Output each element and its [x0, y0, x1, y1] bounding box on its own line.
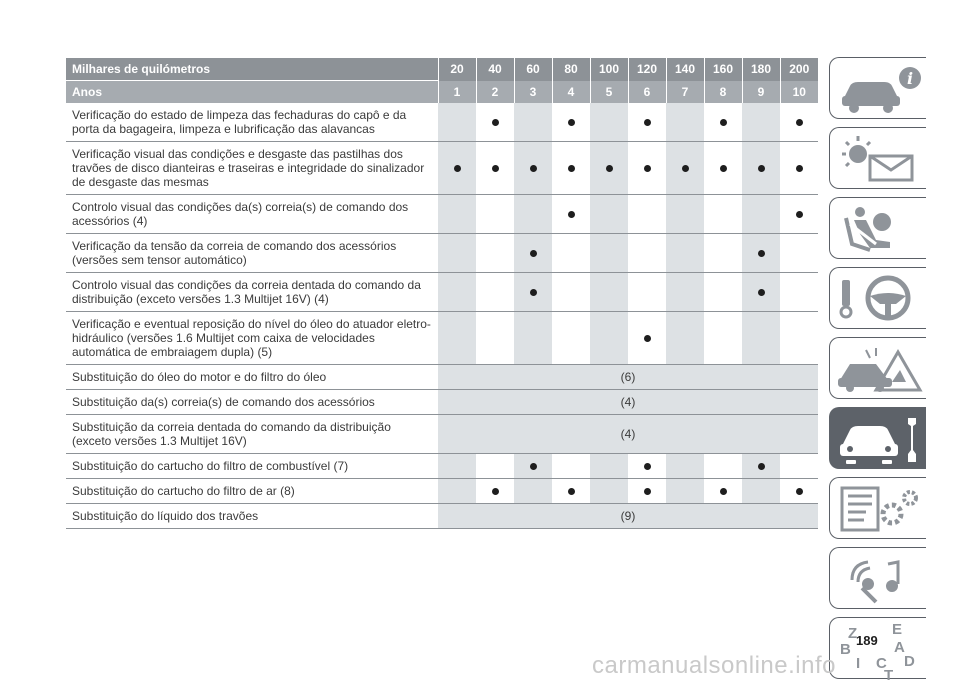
interval-cell	[514, 273, 552, 312]
interval-cell	[476, 312, 514, 365]
emergency-icon	[836, 344, 922, 392]
year-header-6: 6	[628, 81, 666, 104]
interval-cell	[590, 454, 628, 479]
interval-cell	[704, 234, 742, 273]
interval-cell	[514, 234, 552, 273]
km-header-200: 200	[780, 58, 818, 81]
interval-cell	[590, 479, 628, 504]
maintenance-operation: Substituição do cartucho do filtro de combustível (7)	[72, 459, 349, 473]
interval-cell	[476, 454, 514, 479]
maintenance-operation: Controlo visual das condições da correia dentada do comando da distribuição (exceto versões 1.3 Multijet 16V) (4)	[72, 278, 421, 306]
interval-cell	[438, 103, 476, 142]
interval-cell	[590, 103, 628, 142]
interval-cell	[552, 142, 590, 195]
table-row	[66, 195, 818, 234]
maintenance-operation: Verificação e eventual reposição do nível do óleo do atuador eletro-hidráulico (versões 1.6 Multijet com caixa de velocidades automática de embraiagem dupla) (5)	[72, 317, 431, 359]
scheduled-dot	[720, 119, 727, 126]
interval-cell	[666, 103, 704, 142]
interval-cell	[704, 479, 742, 504]
chapter-tab[interactable]	[829, 337, 926, 399]
maintenance-operation: Substituição do líquido dos travões	[72, 509, 259, 523]
interval-cell	[742, 479, 780, 504]
interval-cell	[780, 195, 818, 234]
scheduled-dot	[606, 165, 613, 172]
scheduled-dot	[644, 488, 651, 495]
chapter-tab[interactable]	[829, 267, 926, 329]
technical-data-icon	[836, 484, 922, 532]
interval-cell	[590, 273, 628, 312]
maintenance-operation: Controlo visual das condições da(s) correia(s) de comando dos acessórios (4)	[72, 200, 409, 228]
interval-cell	[666, 273, 704, 312]
table-row	[66, 103, 818, 142]
table-row	[66, 390, 818, 415]
interval-cell	[590, 142, 628, 195]
scheduled-dot	[644, 335, 651, 342]
interval-cell	[438, 479, 476, 504]
year-header-1: 1	[438, 81, 476, 104]
watermark: carmanualsonline.info	[592, 652, 836, 679]
index-icon	[836, 621, 922, 684]
index-letter: B	[840, 641, 851, 658]
interval-cell	[780, 103, 818, 142]
km-header-20: 20	[438, 58, 476, 81]
interval-cell	[704, 195, 742, 234]
interval-cell	[514, 312, 552, 365]
interval-cell	[514, 195, 552, 234]
interval-cell	[666, 142, 704, 195]
km-header-80: 80	[552, 58, 590, 81]
chapter-tab[interactable]	[829, 57, 926, 119]
year-header-4: 4	[552, 81, 590, 104]
interval-cell	[476, 142, 514, 195]
multimedia-icon	[836, 554, 922, 602]
interval-cell	[742, 273, 780, 312]
car-info-icon	[836, 64, 922, 112]
maintenance-operation: Verificação do estado de limpeza das fechaduras do capô e da porta da bagageira, limpeza e lubrificação das alavancas	[72, 108, 407, 136]
interval-cell	[552, 195, 590, 234]
table-row	[66, 142, 818, 195]
km-header-row	[66, 58, 818, 81]
interval-cell	[552, 273, 590, 312]
maintenance-schedule-table	[66, 58, 818, 529]
table-row	[66, 365, 818, 390]
scheduled-dot	[568, 488, 575, 495]
interval-cell	[438, 273, 476, 312]
interval-cell	[666, 195, 704, 234]
chapter-tab[interactable]	[829, 617, 926, 684]
interval-cell	[742, 234, 780, 273]
interval-note: (4)	[438, 390, 818, 415]
km-header-120: 120	[628, 58, 666, 81]
scheduled-dot	[758, 289, 765, 296]
km-header-label: Milhares de quilómetros	[66, 58, 438, 81]
table-row	[66, 312, 818, 365]
maintenance-operation: Verificação visual das condições e desgaste das pastilhas dos travões de disco dianteiras e traseiras e integridade do sinalizador de desgaste das mesmas	[72, 147, 425, 189]
warning-lights-icon	[836, 134, 922, 182]
year-header-3: 3	[514, 81, 552, 104]
scheduled-dot	[720, 165, 727, 172]
interval-cell	[552, 454, 590, 479]
interval-cell	[742, 103, 780, 142]
index-letter: I	[856, 655, 861, 672]
interval-cell	[514, 454, 552, 479]
maintenance-operation: Substituição do cartucho do filtro de ar (8)	[72, 484, 295, 498]
interval-cell	[780, 454, 818, 479]
index-letter: T	[884, 667, 894, 684]
interval-cell	[628, 234, 666, 273]
interval-cell	[628, 454, 666, 479]
index-letter: A	[894, 639, 905, 656]
chapter-tab[interactable]	[829, 127, 926, 189]
scheduled-dot	[568, 211, 575, 218]
table-row	[66, 479, 818, 504]
scheduled-dot	[720, 488, 727, 495]
maintenance-rows	[66, 103, 818, 529]
scheduled-dot	[568, 165, 575, 172]
interval-cell	[780, 234, 818, 273]
chapter-tab[interactable]	[829, 407, 926, 469]
scheduled-dot	[644, 165, 651, 172]
interval-cell	[666, 454, 704, 479]
interval-cell	[552, 103, 590, 142]
interval-note: (4)	[438, 415, 818, 454]
interval-cell	[704, 273, 742, 312]
year-header-8: 8	[704, 81, 742, 104]
interval-cell	[666, 479, 704, 504]
scheduled-dot	[758, 165, 765, 172]
scheduled-dot	[454, 165, 461, 172]
table-row	[66, 273, 818, 312]
interval-cell	[438, 142, 476, 195]
interval-cell	[704, 142, 742, 195]
interval-cell	[666, 234, 704, 273]
maintenance-operation: Substituição do óleo do motor e do filtro do óleo	[72, 370, 327, 384]
years-header-row	[66, 81, 818, 104]
scheduled-dot	[796, 488, 803, 495]
index-letter: C	[876, 655, 887, 672]
chapter-tab[interactable]	[829, 197, 926, 259]
interval-cell	[742, 454, 780, 479]
interval-cell	[780, 142, 818, 195]
chapter-tab[interactable]	[829, 477, 926, 539]
interval-cell	[704, 312, 742, 365]
year-header-7: 7	[666, 81, 704, 104]
table-row	[66, 234, 818, 273]
km-header-160: 160	[704, 58, 742, 81]
interval-note: (9)	[438, 504, 818, 529]
interval-cell	[590, 234, 628, 273]
scheduled-dot	[492, 488, 499, 495]
interval-cell	[628, 312, 666, 365]
km-header-40: 40	[476, 58, 514, 81]
interval-cell	[438, 312, 476, 365]
interval-cell	[780, 479, 818, 504]
scheduled-dot	[644, 119, 651, 126]
index-letter: Z	[848, 625, 858, 642]
page-number: 189	[856, 633, 878, 648]
interval-cell	[476, 479, 514, 504]
scheduled-dot	[796, 211, 803, 218]
interval-cell	[628, 273, 666, 312]
scheduled-dot	[682, 165, 689, 172]
interval-cell	[666, 312, 704, 365]
year-header-9: 9	[742, 81, 780, 104]
interval-cell	[476, 234, 514, 273]
km-header-100: 100	[590, 58, 628, 81]
interval-cell	[476, 273, 514, 312]
scheduled-dot	[644, 463, 651, 470]
interval-cell	[742, 195, 780, 234]
interval-cell	[780, 273, 818, 312]
scheduled-dot	[530, 165, 537, 172]
interval-cell	[552, 312, 590, 365]
scheduled-dot	[492, 165, 499, 172]
km-header-140: 140	[666, 58, 704, 81]
interval-cell	[628, 142, 666, 195]
scheduled-dot	[796, 119, 803, 126]
interval-cell	[742, 142, 780, 195]
interval-cell	[628, 103, 666, 142]
maintenance-operation: Substituição da correia dentada do comando da distribuição (exceto versões 1.3 Multijet 16V)	[72, 420, 391, 448]
interval-cell	[704, 103, 742, 142]
scheduled-dot	[530, 250, 537, 257]
year-header-2: 2	[476, 81, 514, 104]
interval-cell	[514, 479, 552, 504]
scheduled-dot	[530, 463, 537, 470]
scheduled-dot	[758, 250, 765, 257]
interval-cell	[742, 312, 780, 365]
maintenance-operation: Verificação da tensão da correia de comando dos acessórios (versões sem tensor automático)	[72, 239, 397, 267]
interval-cell	[628, 479, 666, 504]
interval-cell	[438, 454, 476, 479]
table-row	[66, 504, 818, 529]
table-row	[66, 454, 818, 479]
maintenance-operation: Substituição da(s) correia(s) de comando dos acessórios	[72, 395, 375, 409]
interval-cell	[704, 454, 742, 479]
chapter-tab[interactable]	[829, 547, 926, 609]
years-header-label: Anos	[66, 81, 438, 104]
table-row	[66, 415, 818, 454]
scheduled-dot	[796, 165, 803, 172]
chapter-tabs	[829, 57, 928, 687]
steering-wheel-icon	[836, 274, 922, 322]
interval-cell	[514, 142, 552, 195]
interval-cell	[438, 234, 476, 273]
scheduled-dot	[492, 119, 499, 126]
km-header-60: 60	[514, 58, 552, 81]
interval-cell	[476, 103, 514, 142]
interval-cell	[552, 234, 590, 273]
interval-cell	[476, 195, 514, 234]
interval-cell	[514, 103, 552, 142]
scheduled-dot	[758, 463, 765, 470]
scheduled-dot	[568, 119, 575, 126]
interval-note: (6)	[438, 365, 818, 390]
index-letter: E	[892, 621, 903, 638]
km-header-180: 180	[742, 58, 780, 81]
interval-cell	[552, 479, 590, 504]
car-maintenance-icon	[836, 414, 922, 462]
index-letter: D	[904, 653, 915, 670]
scheduled-dot	[530, 289, 537, 296]
interval-cell	[590, 195, 628, 234]
interval-cell	[438, 195, 476, 234]
interval-cell	[628, 195, 666, 234]
interval-cell	[780, 312, 818, 365]
year-header-10: 10	[780, 81, 818, 104]
interval-cell	[590, 312, 628, 365]
year-header-5: 5	[590, 81, 628, 104]
safety-airbag-icon	[836, 204, 922, 252]
svg-text:i: i	[906, 69, 914, 88]
